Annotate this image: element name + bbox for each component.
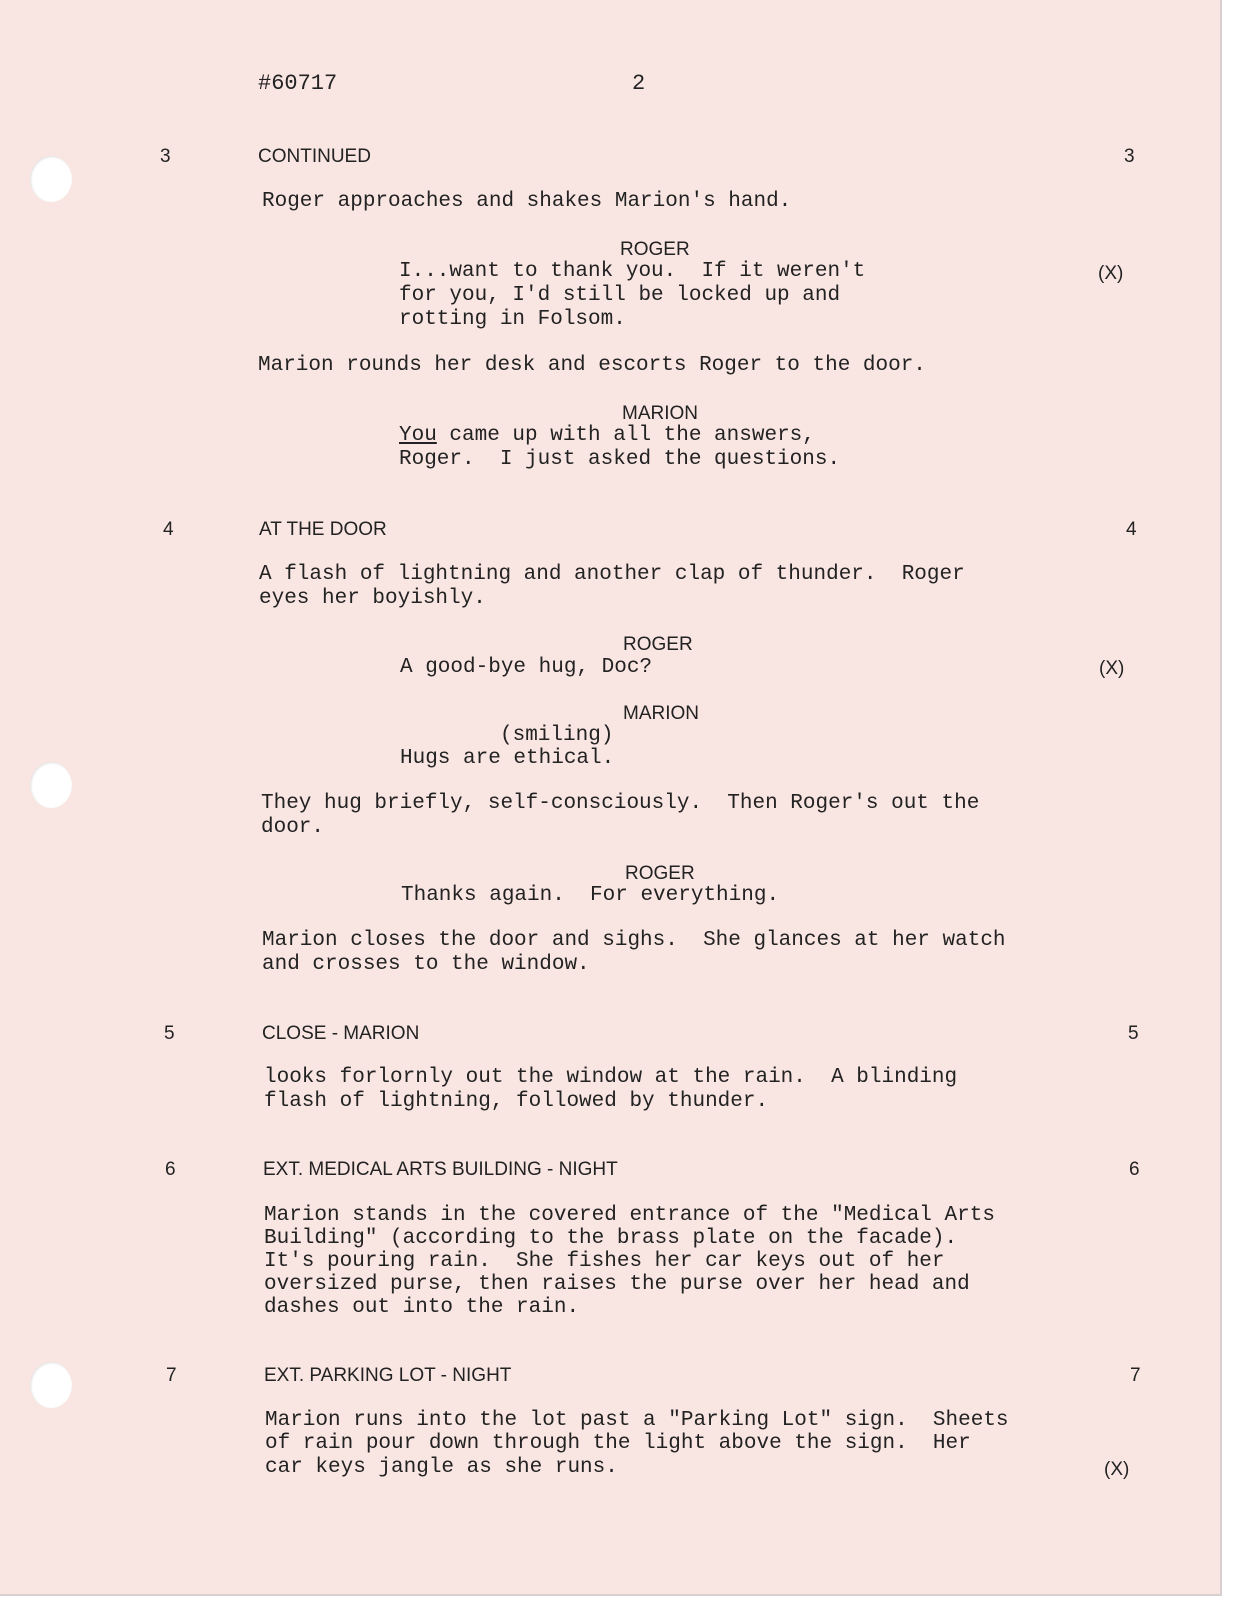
action-line: Marion closes the door and sighs. She glances at her watch xyxy=(262,929,1006,952)
scene-number-right: 4 xyxy=(1126,519,1137,540)
action-line: of rain pour down through the light above the sign. Her xyxy=(265,1432,971,1455)
scene-heading: CLOSE - MARION xyxy=(262,1023,420,1044)
scene-number-right: 5 xyxy=(1128,1023,1139,1044)
scene-heading: AT THE DOOR xyxy=(259,519,387,540)
dialogue-line: rotting in Folsom. xyxy=(399,308,626,331)
action-line: oversized purse, then raises the purse over her head and xyxy=(264,1273,970,1296)
binder-hole xyxy=(30,1362,72,1408)
action-line: dashes out into the rain. xyxy=(264,1296,580,1319)
scene-number-left: 5 xyxy=(164,1023,175,1044)
scene-number-left: 6 xyxy=(165,1159,176,1180)
binder-hole xyxy=(30,762,72,808)
dialogue-line: A good-bye hug, Doc? xyxy=(400,656,653,679)
scene-number-left: 3 xyxy=(160,146,171,167)
parenthetical: (smiling) xyxy=(500,724,614,747)
dialogue-text: came up with all the answers, xyxy=(436,424,815,447)
revision-mark: (X) xyxy=(1099,658,1125,679)
character-name: ROGER xyxy=(620,239,690,260)
binder-hole xyxy=(30,156,72,202)
action-line: flash of lightning, followed by thunder. xyxy=(264,1090,769,1113)
action-line: Marion runs into the lot past a "Parking Lot" sign. Sheets xyxy=(265,1409,1009,1432)
action-line: It's pouring rain. She fishes her car keys out of her xyxy=(264,1250,945,1273)
emphasis-word: You xyxy=(399,424,437,447)
action-line: eyes her boyishly. xyxy=(259,587,486,610)
dialogue-line: I...want to thank you. If it weren't xyxy=(399,260,866,283)
dialogue-line xyxy=(399,424,815,448)
action-line: A flash of lightning and another clap of thunder. Roger xyxy=(259,563,965,586)
dialogue-line: Thanks again. For everything. xyxy=(401,884,780,907)
scene-number-right: 7 xyxy=(1130,1365,1141,1386)
revision-mark: (X) xyxy=(1104,1459,1130,1480)
scene-heading: CONTINUED xyxy=(258,146,371,167)
action-line: Building" (according to the brass plate on the facade). xyxy=(264,1227,958,1250)
action-line: Roger approaches and shakes Marion's hand. xyxy=(262,190,792,213)
character-name: MARION xyxy=(623,703,699,724)
character-name: ROGER xyxy=(625,863,695,884)
dialogue-line: Hugs are ethical. xyxy=(400,747,615,770)
scene-heading: EXT. PARKING LOT - NIGHT xyxy=(264,1365,512,1386)
scene-number-right: 6 xyxy=(1129,1159,1140,1180)
action-line: Marion rounds her desk and escorts Roger to the door. xyxy=(258,354,926,377)
dialogue-line: for you, I'd still be locked up and xyxy=(399,284,841,307)
character-name: MARION xyxy=(622,403,698,424)
dialogue-line: Roger. I just asked the questions. xyxy=(399,448,841,471)
action-line: Marion stands in the covered entrance of the "Medical Arts xyxy=(264,1204,995,1227)
character-name: ROGER xyxy=(623,634,693,655)
revision-mark: (X) xyxy=(1098,263,1124,284)
action-line: car keys jangle as she runs. xyxy=(265,1456,618,1479)
action-line: They hug briefly, self-consciously. Then Roger's out the xyxy=(261,792,980,815)
action-line: and crosses to the window. xyxy=(262,953,590,976)
action-line: looks forlornly out the window at the rain. A blinding xyxy=(264,1066,958,1089)
scene-number-left: 7 xyxy=(166,1365,177,1386)
scene-number-right: 3 xyxy=(1124,146,1135,167)
page-number: 2 xyxy=(632,71,646,96)
scene-number-left: 4 xyxy=(163,519,174,540)
action-line: door. xyxy=(261,816,325,839)
script-number: #60717 xyxy=(258,71,338,96)
scene-heading: EXT. MEDICAL ARTS BUILDING - NIGHT xyxy=(263,1159,618,1180)
